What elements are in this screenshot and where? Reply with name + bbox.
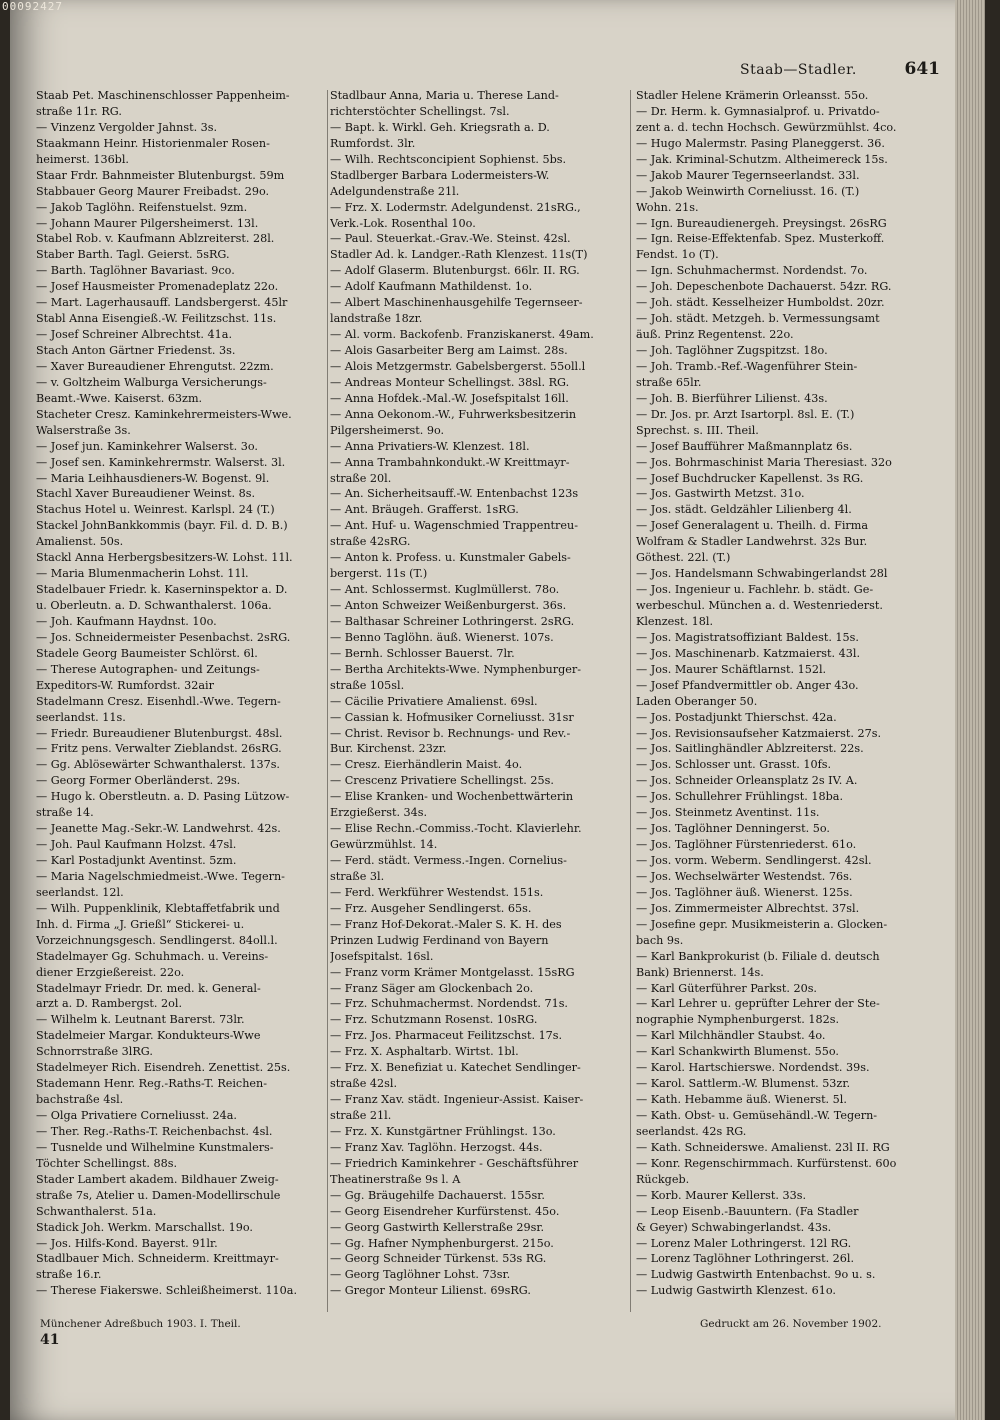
directory-entry-line: — Frz. Schuhmachermst. Nordendst. 71s. <box>330 997 568 1011</box>
directory-entry-line: Staab Pet. Maschinenschlosser Pappenheim- <box>36 89 290 102</box>
directory-entry-line: Verk.-Lok. Rosenthal 10o. <box>330 216 476 230</box>
directory-entry-line: Amalienst. 50s. <box>36 535 124 549</box>
directory-entry-line: — Josef Schreiner Albrechtst. 41a. <box>36 328 232 342</box>
directory-entry-line: — An. Sicherheitsauff.-W. Entenbachst 123s <box>330 487 579 501</box>
directory-entry-line: seerlandst. 12l. <box>36 885 124 899</box>
directory-entry-line: bergerst. 11s (T.) <box>330 567 428 581</box>
directory-entry-line: Stadelmayr Friedr. Dr. med. k. General- <box>36 981 261 995</box>
directory-entry-line: — Kath. Schneiderswe. Amalienst. 23l II. RG <box>636 1140 890 1154</box>
directory-column-3 <box>636 88 928 1299</box>
directory-entry-line: — Wilh. Puppenklinik, Klebtaffetfabrik und <box>36 901 280 915</box>
directory-entry-line: Erzgießerst. 34s. <box>330 806 428 820</box>
directory-entry-line: — Georg Former Oberländerst. 29s. <box>36 774 241 788</box>
directory-entry-line: — Ther. Reg.-Raths-T. Reichenbachst. 4sl. <box>36 1124 273 1138</box>
directory-entry-line: Stadlbaur Anna, Maria u. Therese Land- <box>330 89 559 102</box>
directory-entry-line: Stadelmeyer Rich. Eisendreh. Zenettist. 25s. <box>36 1061 291 1075</box>
directory-entry-line: — Ant. Schlossermst. Kuglmüllerst. 78o. <box>330 583 560 597</box>
directory-entry-line: — Elise Rechn.-Commiss.-Tocht. Klavierlehr. <box>330 822 582 836</box>
directory-entry-line: — Cassian k. Hofmusiker Corneliusst. 31sr <box>330 710 574 724</box>
directory-entry-line: Stadelmeier Margar. Kondukteurs-Wwe <box>36 1029 261 1043</box>
directory-entry-line: — Gregor Monteur Lilienst. 69sRG. <box>330 1284 531 1298</box>
print-date: Gedruckt am 26. November 1902. <box>700 1318 882 1330</box>
directory-entry-line: — Frz. X. Kunstgärtner Frühlingst. 13o. <box>330 1124 556 1138</box>
directory-entry-line: richterstöchter Schellingst. 7sl. <box>330 104 510 118</box>
directory-entry-line: — Frz. X. Asphaltarb. Wirtst. 1bl. <box>330 1045 519 1059</box>
directory-entry-line: — Jos. Zimmermeister Albrechtst. 37sl. <box>636 901 860 915</box>
directory-entry-line: arzt a. D. Rambergst. 2ol. <box>36 997 183 1011</box>
directory-entry-line: — Wilhelm k. Leutnant Barerst. 73lr. <box>36 1013 245 1027</box>
directory-entry-line: — Jos. Revisionsaufseher Katzmaierst. 27s. <box>636 726 881 740</box>
directory-entry-line: — Jakob Taglöhn. Reifenstuelst. 9zm. <box>36 200 248 214</box>
directory-entry-line: — Christ. Revisor b. Rechnungs- und Rev.- <box>330 726 571 740</box>
directory-entry-line: — Jakob Weinwirth Corneliusst. 16. (T.) <box>636 184 860 198</box>
directory-entry-line: Stabbauer Georg Maurer Freibadst. 29o. <box>36 184 270 198</box>
directory-entry-line: — Josef sen. Kaminkehrermstr. Walserst. 3l. <box>36 455 286 469</box>
directory-entry-line: — Karl Lehrer u. geprüfter Lehrer der Ste- <box>636 997 880 1011</box>
directory-entry-line: — Franz Säger am Glockenbach 2o. <box>330 981 534 995</box>
directory-entry-line: — Lorenz Taglöhner Lothringerst. 26l. <box>636 1252 855 1266</box>
directory-entry-line: — Georg Taglöhner Lohst. 73sr. <box>330 1268 511 1282</box>
directory-entry-line: Stabl Anna Eisengieß.-W. Feilitzschst. 11s. <box>36 312 277 326</box>
directory-entry-line: — Jos. Taglöhner Fürstenriederst. 61o. <box>636 838 857 852</box>
directory-entry-line: — Vinzenz Vergolder Jahnst. 3s. <box>36 120 218 134</box>
directory-entry-line: Göthest. 22l. (T.) <box>636 551 731 565</box>
directory-entry-line: — Jos. Magistratsoffiziant Baldest. 15s. <box>636 630 859 644</box>
directory-entry-line: — Franz vorm Krämer Montgelasst. 15sRG <box>330 965 575 979</box>
directory-entry-line: — Frz. Jos. Pharmaceut Feilitzschst. 17s. <box>330 1029 563 1043</box>
directory-entry-line: — Jos. Taglöhner Denningerst. 5o. <box>636 822 830 836</box>
directory-entry-line: Wolfram & Stadler Landwehrst. 32s Bur. <box>636 535 868 549</box>
directory-entry-line: — Mart. Lagerhausauff. Landsbergerst. 45lr <box>36 296 288 310</box>
directory-entry-line: werbeschul. München a. d. Westenriederst. <box>636 599 883 612</box>
directory-entry-line: — Alois Metzgermstr. Gabelsbergerst. 55oll.l <box>330 359 586 373</box>
directory-entry-line: straße 42sRG. <box>330 535 411 549</box>
directory-entry-line: — Dr. Herm. k. Gymnasialprof. u. Privatdo- <box>636 104 880 118</box>
imprint-line: Münchener Adreßbuch 1903. I. Theil. <box>40 1318 241 1330</box>
directory-entry-line: straße 65lr. <box>636 375 702 389</box>
directory-entry-line: — Josef jun. Kaminkehrer Walserst. 3o. <box>36 439 258 453</box>
directory-entry-line: — Joh. städt. Kesselheizer Humboldst. 20zr. <box>636 296 885 310</box>
directory-entry-line: Fendst. 1o (T). <box>636 248 719 262</box>
directory-entry-line: — Jak. Kriminal-Schutzm. Altheimereck 15s. <box>636 152 888 166</box>
directory-entry-line: — Jos. Schullehrer Frühlingst. 18ba. <box>636 790 844 804</box>
directory-entry-line: bachstraße 4sl. <box>36 1093 124 1107</box>
directory-entry-line: Schwanthalerst. 51a. <box>36 1204 157 1218</box>
directory-entry-line: seerlandst. 42s RG. <box>636 1124 747 1138</box>
directory-entry-line: — Al. vorm. Backofenb. Franziskanerst. 49am. <box>330 328 594 342</box>
directory-entry-line: straße 14. <box>36 806 94 820</box>
directory-entry-line: — Jos. Maurer Schäftlarnst. 152l. <box>636 662 827 676</box>
directory-entry-line: — Franz Hof-Dekorat.-Maler S. K. H. des <box>330 917 562 931</box>
scan-id: 00092427 <box>2 0 63 13</box>
directory-entry-line: — Maria Leihhausdieners-W. Bogenst. 9l. <box>36 471 270 485</box>
directory-entry-line: — Balthasar Schreiner Lothringerst. 2sRG. <box>330 614 575 628</box>
directory-entry-line: Stadler Ad. k. Landger.-Rath Klenzest. 11s(T) <box>330 248 588 262</box>
directory-entry-line: Stabel Rob. v. Kaufmann Ablzreiterst. 28l. <box>36 232 275 246</box>
directory-entry-line: Rückgeb. <box>636 1172 690 1186</box>
running-head-title: Staab—Stadler. <box>740 62 857 78</box>
directory-entry-line: — Jos. vorm. Weberm. Sendlingerst. 42sl. <box>636 854 872 867</box>
directory-entry-line: — Gg. Hafner Nymphenburgerst. 215o. <box>330 1236 554 1250</box>
directory-entry-line: — Joh. städt. Metzgeh. b. Vermessungsamt <box>636 312 880 326</box>
directory-entry-line: straße 11r. RG. <box>36 104 122 118</box>
directory-entry-line: straße 42sl. <box>330 1077 398 1091</box>
directory-entry-line: — Jos. Schneidermeister Pesenbachst. 2sRG. <box>36 630 291 644</box>
directory-entry-line: Stadele Georg Baumeister Schlörst. 6l. <box>36 646 258 660</box>
directory-entry-line: Stademann Henr. Reg.-Raths-T. Reichen- <box>36 1077 268 1091</box>
directory-entry-line: Staar Frdr. Bahnmeister Blutenburgst. 59m <box>36 168 285 182</box>
directory-entry-line: diener Erzgießereist. 22o. <box>36 965 185 979</box>
directory-entry-line: — Kath. Obst- u. Gemüsehändl.-W. Tegern- <box>636 1109 878 1122</box>
directory-entry-line: — Ign. Reise-Effektenfab. Spez. Musterkoff. <box>636 232 885 246</box>
directory-entry-line: — Kath. Hebamme äuß. Wienerst. 5l. <box>636 1093 847 1107</box>
directory-entry-line: Gewürzmühlst. 14. <box>330 838 438 852</box>
directory-entry-line: Wohn. 21s. <box>636 200 699 214</box>
directory-entry-line: Walserstraße 3s. <box>36 423 131 437</box>
directory-entry-line: straße 3l. <box>330 869 385 883</box>
directory-entry-line: — Jos. Saitlinghändler Ablzreiterst. 22s. <box>636 742 864 756</box>
directory-entry-line: — Josef Baufführer Maßmannplatz 6s. <box>636 439 853 453</box>
directory-entry-line: — Crescenz Privatiere Schellingst. 25s. <box>330 774 554 788</box>
directory-entry-line: — Karl Bankprokurist (b. Filiale d. deutsch <box>636 949 880 963</box>
directory-entry-line: — Bapt. k. Wirkl. Geh. Kriegsrath a. D. <box>330 120 550 134</box>
directory-entry-line: u. Oberleutn. a. D. Schwanthalerst. 106a. <box>36 599 272 612</box>
directory-entry-line: — Ferd. städt. Vermess.-Ingen. Cornelius- <box>330 854 567 867</box>
directory-entry-line: — Jos. Schlosser unt. Grasst. 10fs. <box>636 758 832 772</box>
directory-entry-line: — Albert Maschinenhausgehilfe Tegernseer- <box>330 296 583 310</box>
directory-entry-line: Beamt.-Wwe. Kaiserst. 63zm. <box>36 391 203 405</box>
directory-entry-line: Schnorrstraße 3lRG. <box>36 1045 153 1059</box>
directory-entry-line: — Adolf Kaufmann Mathildenst. 1o. <box>330 280 533 294</box>
directory-entry-line: — Jos. Gastwirth Metzst. 31o. <box>636 487 805 501</box>
directory-entry-line: — Ludwig Gastwirth Klenzest. 61o. <box>636 1284 836 1298</box>
directory-entry-line: — Josef Pfandvermittler ob. Anger 43o. <box>636 678 859 692</box>
directory-entry-line: — Jos. Bohrmaschinist Maria Theresiast. 32o <box>636 455 892 469</box>
directory-entry-line: — Joh. Kaufmann Haydnst. 10o. <box>36 614 217 628</box>
directory-entry-line: — Karl Schankwirth Blumenst. 55o. <box>636 1045 839 1059</box>
directory-entry-line: — Franz Xav. Taglöhn. Herzogst. 44s. <box>330 1140 543 1154</box>
directory-entry-line: — Alois Gasarbeiter Berg am Laimst. 28s. <box>330 344 568 357</box>
directory-entry-line: — Konr. Regenschirmmach. Kurfürstenst. 60o <box>636 1156 897 1170</box>
directory-entry-line: — Jos. Wechselwärter Westendst. 76s. <box>636 869 853 883</box>
directory-entry-line: — Tusnelde und Wilhelmine Kunstmalers- <box>36 1140 274 1154</box>
directory-entry-line: Prinzen Ludwig Ferdinand von Bayern <box>330 933 549 947</box>
directory-entry-line: — Ign. Schuhmachermst. Nordendst. 7o. <box>636 264 868 278</box>
directory-entry-line: Stadelmayer Gg. Schuhmach. u. Vereins- <box>36 949 269 963</box>
directory-entry-line: — Gg. Bräugehilfe Dachauerst. 155sr. <box>330 1188 545 1202</box>
directory-entry-line: — Jos. Steinmetz Aventinst. 11s. <box>636 806 820 820</box>
page-edge-stack <box>955 0 985 1420</box>
directory-entry-line: — Cresz. Eierhändlerin Maist. 4o. <box>330 758 523 772</box>
column-divider <box>327 90 328 1312</box>
directory-entry-line: zent a. d. techn Hochsch. Gewürzmühlst. 4co. <box>636 120 897 134</box>
directory-entry-line: — Josef Generalagent u. Theilh. d. Firma <box>636 519 869 533</box>
directory-entry-line: straße 20l. <box>330 471 392 485</box>
directory-entry-line: Bur. Kirchenst. 23zr. <box>330 742 447 756</box>
directory-entry-line: — Joh. B. Bierführer Lilienst. 43s. <box>636 391 828 405</box>
directory-entry-line: — Jos. Taglöhner äuß. Wienerst. 125s. <box>636 885 853 899</box>
directory-entry-line: — Joh. Paul Kaufmann Holzst. 47sl. <box>36 838 237 852</box>
directory-entry-line: — Elise Kranken- und Wochenbettwärterin <box>330 790 574 804</box>
directory-entry-line: — Hugo k. Oberstleutn. a. D. Pasing Lützow- <box>36 790 290 804</box>
directory-entry-line: — Josefine gepr. Musikmeisterin a. Glocken- <box>636 917 888 931</box>
directory-entry-line: — v. Goltzheim Walburga Versicherungs- <box>36 375 267 389</box>
directory-entry-line: — Karl Postadjunkt Aventinst. 5zm. <box>36 854 237 867</box>
directory-entry-line: — Karol. Hartschierswe. Nordendst. 39s. <box>636 1061 870 1075</box>
sheet-signature: 41 <box>40 1332 60 1348</box>
directory-entry-line: — Leop Eisenb.-Bauuntern. (Fa Stadler <box>636 1204 859 1218</box>
directory-entry-line: — Joh. Taglöhner Zugspitzst. 18o. <box>636 344 828 357</box>
directory-entry-line: — Jeanette Mag.-Sekr.-W. Landwehrst. 42s. <box>36 822 281 836</box>
directory-entry-line: Stach Anton Gärtner Friedenst. 3s. <box>36 344 236 357</box>
directory-entry-line: seerlandst. 11s. <box>36 710 126 724</box>
directory-entry-line: — Therese Fiakerswe. Schleißheimerst. 110a. <box>36 1284 298 1298</box>
directory-entry-line: Stader Lambert akadem. Bildhauer Zweig- <box>36 1172 279 1186</box>
directory-entry-line: heimerst. 136bl. <box>36 152 129 166</box>
directory-entry-line: — Olga Privatiere Corneliusst. 24a. <box>36 1109 237 1122</box>
directory-entry-line: bach 9s. <box>636 933 684 947</box>
directory-column-1 <box>36 88 326 1299</box>
directory-entry-line: — Ferd. Werkführer Westendst. 151s. <box>330 885 544 899</box>
directory-entry-line: Staber Barth. Tagl. Geierst. 5sRG. <box>36 248 230 262</box>
running-head <box>740 59 940 79</box>
directory-entry-line: — Cäcilie Privatiere Amalienst. 69sl. <box>330 694 538 708</box>
directory-entry-line: nographie Nymphenburgerst. 182s. <box>636 1013 839 1027</box>
directory-entry-line: Stackl Anna Herbergsbesitzers-W. Lohst. 11l. <box>36 551 293 565</box>
directory-entry-line: Stachus Hotel u. Weinrest. Karlspl. 24 (T.) <box>36 503 275 517</box>
directory-entry-line: — Fritz pens. Verwalter Zieblandst. 26sRG. <box>36 742 282 756</box>
directory-entry-line: — Ant. Bräugeh. Grafferst. 1sRG. <box>330 503 519 517</box>
directory-entry-line: — Jakob Maurer Tegernseerlandst. 33l. <box>636 168 860 182</box>
directory-entry-line: Staakmann Heinr. Historienmaler Rosen- <box>36 136 270 150</box>
directory-entry-line: Inh. d. Firma „J. Grießl“ Stickerei- u. <box>36 917 245 931</box>
directory-entry-line: — Bertha Architekts-Wwe. Nymphenburger- <box>330 662 581 676</box>
directory-entry-line: — Wilh. Rechtsconcipient Sophienst. 5bs. <box>330 152 567 166</box>
directory-entry-line: — Karl Milchhändler Staubst. 4o. <box>636 1029 826 1043</box>
directory-entry-line: Stadelbauer Friedr. k. Kaserninspektor a. D. <box>36 583 288 597</box>
directory-entry-line: — Paul. Steuerkat.-Grav.-We. Steinst. 42sl. <box>330 232 571 246</box>
directory-entry-line: — Josef Hausmeister Promenadeplatz 22o. <box>36 280 279 294</box>
directory-entry-line: Stadlbauer Mich. Schneiderm. Kreittmayr- <box>36 1252 279 1266</box>
directory-entry-line: Pilgersheimerst. 9o. <box>330 423 445 437</box>
directory-entry-line: — Jos. städt. Geldzähler Lilienberg 4l. <box>636 503 852 517</box>
directory-entry-line: Expeditors-W. Rumfordst. 32air <box>36 678 214 692</box>
directory-entry-line: — Andreas Monteur Schellingst. 38sl. RG. <box>330 375 570 389</box>
directory-entry-line: — Maria Nagelschmiedmeist.-Wwe. Tegern- <box>36 869 285 883</box>
directory-entry-line: — Ign. Bureaudienergeh. Preysingst. 26sRG <box>636 216 887 230</box>
directory-entry-line: — Friedrich Kaminkehrer - Geschäftsführer <box>330 1156 579 1170</box>
directory-entry-line: — Frz. Schutzmann Rosenst. 10sRG. <box>330 1013 538 1027</box>
directory-entry-line: — Frz. X. Lodermstr. Adelgundenst. 21sRG., <box>330 200 581 214</box>
directory-entry-line: — Hugo Malermstr. Pasing Planeggerst. 36. <box>636 136 885 150</box>
directory-entry-line: — Benno Taglöhn. äuß. Wienerst. 107s. <box>330 630 554 644</box>
directory-entry-line: Stackel JohnBankkommis (bayr. Fil. d. D. B.) <box>36 519 288 533</box>
directory-entry-line: straße 16.r. <box>36 1268 102 1282</box>
footer-left <box>40 1318 241 1348</box>
directory-entry-line: — Frz. Ausgeher Sendlingerst. 65s. <box>330 901 532 915</box>
directory-entry-line: landstraße 18zr. <box>330 312 423 326</box>
directory-entry-line: — Korb. Maurer Kellerst. 33s. <box>636 1188 807 1202</box>
directory-entry-line: — Georg Gastwirth Kellerstraße 29sr. <box>330 1220 545 1234</box>
directory-entry-line: — Therese Autographen- und Zeitungs- <box>36 662 260 676</box>
directory-entry-line: — Jos. Ingenieur u. Fachlehr. b. städt. Ge- <box>636 583 874 597</box>
directory-column-2 <box>330 88 630 1299</box>
directory-entry-line: Josefspitalst. 16sl. <box>330 949 434 963</box>
directory-entry-line: — Ludwig Gastwirth Entenbachst. 9o u. s. <box>636 1268 876 1282</box>
directory-entry-line: — Franz Xav. städt. Ingenieur-Assist. Kaiser- <box>330 1093 584 1107</box>
column-divider <box>630 90 631 1312</box>
page-number: 641 <box>904 59 940 79</box>
directory-entry-line: Stacheter Cresz. Kaminkehrermeisters-Wwe. <box>36 407 292 421</box>
directory-entry-line: äuß. Prinz Regentenst. 22o. <box>636 328 794 342</box>
directory-entry-line: Stachl Xaver Bureaudiener Weinst. 8s. <box>36 487 256 501</box>
directory-entry-line: — Anna Privatiers-W. Klenzest. 18l. <box>330 439 530 453</box>
directory-entry-line: — Anton Schweizer Weißenburgerst. 36s. <box>330 599 567 612</box>
directory-entry-line: — Xaver Bureaudiener Ehrengutst. 22zm. <box>36 359 274 373</box>
directory-entry-line: — Anna Trambahnkondukt.-W Kreittmayr- <box>330 455 570 469</box>
directory-entry-line: straße 7s, Atelier u. Damen-Modellirschule <box>36 1188 281 1202</box>
directory-entry-line: — Karl Güterführer Parkst. 20s. <box>636 981 817 995</box>
directory-entry-line: — Anna Oekonom.-W., Fuhrwerksbesitzerin <box>330 407 577 421</box>
directory-entry-line: — Josef Buchdrucker Kapellenst. 3s RG. <box>636 471 864 485</box>
directory-entry-line: — Georg Eisendreher Kurfürstenst. 45o. <box>330 1204 560 1218</box>
directory-entry-line: — Anna Hofdek.-Mal.-W. Josefspitalst 16ll. <box>330 391 569 405</box>
directory-entry-line: — Adolf Glaserm. Blutenburgst. 66lr. II. RG. <box>330 264 580 278</box>
directory-entry-line: — Lorenz Maler Lothringerst. 12l RG. <box>636 1236 852 1250</box>
directory-entry-line: Rumfordst. 3lr. <box>330 136 416 150</box>
directory-entry-line: straße 105sl. <box>330 678 405 692</box>
directory-entry-line: — Gg. Ablösewärter Schwanthalerst. 137s. <box>36 758 280 772</box>
directory-entry-line: — Jos. Maschinenarb. Katzmaierst. 43l. <box>636 646 861 660</box>
directory-entry-line: — Maria Blumenmacherin Lohst. 11l. <box>36 567 249 581</box>
directory-entry-line: — Bernh. Schlosser Bauerst. 7lr. <box>330 646 515 660</box>
directory-entry-line: — Barth. Taglöhner Bavariast. 9co. <box>36 264 235 278</box>
directory-entry-line: — Frz. X. Benefiziat u. Katechet Sendlinger- <box>330 1061 581 1075</box>
directory-entry-line: — Jos. Handelsmann Schwabingerlandst 28l <box>636 567 888 581</box>
directory-entry-line: — Ant. Huf- u. Wagenschmied Trappentreu- <box>330 519 578 533</box>
directory-entry-line: Stadler Helene Krämerin Orleansst. 55o. <box>636 89 869 102</box>
directory-entry-line: Laden Oberanger 50. <box>636 694 758 708</box>
directory-entry-line: — Joh. Tramb.-Ref.-Wagenführer Stein- <box>636 359 858 373</box>
directory-entry-line: Sprechst. s. III. Theil. <box>636 423 759 437</box>
directory-entry-line: Stadlberger Barbara Lodermeisters-W. <box>330 168 550 182</box>
directory-entry-line: Stadelmann Cresz. Eisenhdl.-Wwe. Tegern- <box>36 694 281 708</box>
directory-entry-line: Vorzeichnungsgesch. Sendlingerst. 84oll.l. <box>36 933 278 947</box>
directory-entry-line: Adelgundenstraße 21l. <box>330 184 460 198</box>
directory-entry-line: — Joh. Depeschenbote Dachauerst. 54zr. RG. <box>636 280 892 294</box>
directory-entry-line: Töchter Schellingst. 88s. <box>36 1156 177 1170</box>
directory-entry-line: — Jos. Hilfs-Kond. Bayerst. 91lr. <box>36 1236 218 1250</box>
directory-entry-line: — Johann Maurer Pilgersheimerst. 13l. <box>36 216 259 230</box>
directory-entry-line: — Anton k. Profess. u. Kunstmaler Gabels- <box>330 551 571 565</box>
directory-entry-line: & Geyer) Schwabingerlandst. 43s. <box>636 1220 832 1234</box>
directory-entry-line: — Jos. Schneider Orleansplatz 2s IV. A. <box>636 774 858 788</box>
directory-entry-line: — Jos. Postadjunkt Thierschst. 42a. <box>636 710 837 724</box>
directory-entry-line: — Friedr. Bureaudiener Blutenburgst. 48sl. <box>36 726 283 740</box>
directory-entry-line: Bank) Briennerst. 14s. <box>636 965 764 979</box>
directory-entry-line: — Karol. Sattlerm.-W. Blumenst. 53zr. <box>636 1077 850 1091</box>
directory-entry-line: straße 21l. <box>330 1109 392 1122</box>
directory-entry-line: Theatinerstraße 9s l. A <box>330 1172 461 1186</box>
directory-entry-line: Stadick Joh. Werkm. Marschallst. 19o. <box>36 1220 253 1234</box>
directory-entry-line: — Georg Schneider Türkenst. 53s RG. <box>330 1252 547 1266</box>
directory-entry-line: Klenzest. 18l. <box>636 614 713 628</box>
directory-entry-line: — Dr. Jos. pr. Arzt Isartorpl. 8sl. E. (T.) <box>636 407 855 421</box>
